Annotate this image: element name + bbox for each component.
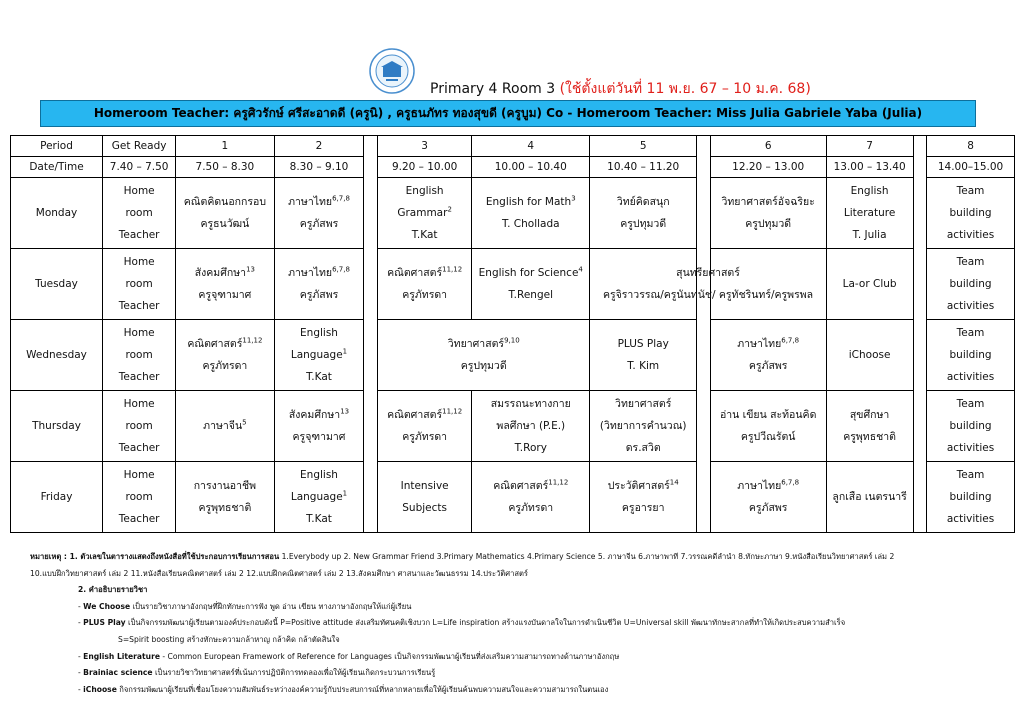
class-cell: สมรรถนะทางกาย พลศึกษา (P.E.) T.Rory	[472, 391, 590, 462]
activity-cell: Team building activities	[927, 462, 1015, 533]
class-cell: คณิตคิดนอกกรอบ ครูธนวัฒน์	[176, 178, 274, 249]
class-cell: PLUS Play T. Kim	[590, 320, 697, 391]
activity-cell: Team building activities	[927, 320, 1015, 391]
class-cell: English for Science$^4$ T.Rengel	[472, 249, 590, 320]
desc-item: - We Choose เป็นรายวิชาภาษาอังกฤษที่ฝึกทักษะการฟัง พูด อ่าน เขียน ทางภาษาอังกฤษให้แก่ผู้เรียน	[78, 601, 412, 611]
period-cell: 8	[927, 136, 1015, 157]
row-thursday	[11, 391, 1015, 462]
period-cell: 5	[590, 136, 697, 157]
time-cell: 9.20 – 10.00	[378, 157, 472, 178]
class-cell: ภาษาจีน$^5$	[176, 391, 274, 462]
class-cell: คณิตศาสตร์$^{11,12}$ ครูภัทรดา	[472, 462, 590, 533]
desc-item: - PLUS Play เป็นกิจกรรมพัฒนาผู้เรียนตามองค์ประกอบดังนี้ P=Positive attitude ส่งเสริมทัศนคติเชิงบวก L=Life inspiration สร้างแรงบันดาลใจในการดำเนินชีวิต U=Universal skill พัฒนาทักษะสากลที่ทำให้เกิดประสบความสำเร็จ	[78, 618, 846, 628]
class-cell: ภาษาไทย$^{6,7,8}$ ครูภัสพร	[274, 178, 364, 249]
day-label: Friday	[11, 462, 103, 533]
class-cell: สังคมศึกษา$^{13}$ ครูจุฑามาศ	[274, 391, 364, 462]
title-class: Primary 4 Room 3	[430, 81, 556, 97]
desc-heading: 2. คำอธิบายรายวิชา	[78, 585, 148, 595]
class-cell: English for Math$^3$ T. Chollada	[472, 178, 590, 249]
homeroom-banner: Homeroom Teacher: ครูศิวรักษ์ ศรีสะอาดดี (ครูนิ) , ครูธนภัทร ทองสุขดี (ครูบูม) Co - Homeroom Teacher: Miss Julia Gabriele Yaba (Julia)	[40, 100, 976, 127]
class-cell: คณิตศาสตร์$^{11,12}$ ครูภัทรดา	[176, 320, 274, 391]
period-cell: 3	[378, 136, 472, 157]
class-cell: ภาษาไทย$^{6,7,8}$ ครูภัสพร	[710, 320, 826, 391]
class-cell: ภาษาไทย$^{6,7,8}$ ครูภัสพร	[710, 462, 826, 533]
period-cell: 2	[274, 136, 364, 157]
class-cell: สุนทรียศาสตร์ ครูจิราวรรณ/ครูนันทนัช/ ครูทัชรินทร์/ครูพรพล	[590, 249, 826, 320]
desc-item: - English Literature - Common European Framework of Reference for Languages เป็นกิจกรรมพัฒนาผู้เรียนที่ส่งเสริมความสามารถทางด้านภาษาอังกฤษ	[78, 651, 620, 661]
homeroom-cell: Home room Teacher	[103, 391, 176, 462]
time-row	[11, 157, 1015, 178]
page-title	[430, 78, 811, 100]
class-cell: iChoose	[826, 320, 913, 391]
break-column	[913, 136, 927, 533]
homeroom-cell: Home room Teacher	[103, 178, 176, 249]
time-cell: 10.40 – 11.20	[590, 157, 697, 178]
class-cell: วิทยาศาสตร์$^{9,10}$ ครูปทุมวดี	[378, 320, 590, 391]
class-cell: English Language$^1$ T.Kat	[274, 320, 364, 391]
period-cell: 4	[472, 136, 590, 157]
row-monday	[11, 178, 1015, 249]
period-cell: 7	[826, 136, 913, 157]
class-cell: สังคมศึกษา$^{13}$ ครูจุฑามาศ	[176, 249, 274, 320]
time-cell: 8.30 – 9.10	[274, 157, 364, 178]
class-cell: วิทยาศาสตร์ (วิทยาการคำนวณ) ดร.สวิต	[590, 391, 697, 462]
day-label: Wednesday	[11, 320, 103, 391]
row-friday	[11, 462, 1015, 533]
homeroom-cell: Home room Teacher	[103, 249, 176, 320]
class-cell: คณิตศาสตร์$^{11,12}$ ครูภัทรดา	[378, 391, 472, 462]
homeroom-cell: Home room Teacher	[103, 320, 176, 391]
desc-item: - Brainiac science เป็นรายวิชาวิทยาศาสตร์ที่เน้นการปฏิบัติการทดลองเพื่อให้ผู้เรียนเกิดกระบวนการเรียนรู้	[78, 668, 436, 678]
school-logo	[369, 48, 415, 94]
activity-cell: Team building activities	[927, 178, 1015, 249]
class-cell: ลูกเสือ เนตรนารี	[826, 462, 913, 533]
class-cell: วิทยาศาสตร์อัจฉริยะ ครูปทุมวดี	[710, 178, 826, 249]
class-cell: สุขศึกษา ครูพุทธชาติ	[826, 391, 913, 462]
period-row	[11, 136, 1015, 157]
day-label: Thursday	[11, 391, 103, 462]
desc-item: - iChoose กิจกรรมพัฒนาผู้เรียนที่เชื่อมโยงความสัมพันธ์ระหว่างองค์ความรู้กับประสบการณ์ที่หลากหลายเพื่อให้ผู้เรียนค้นพบความสนใจและความสามารถในตนเอง	[78, 684, 609, 694]
class-cell: English Language$^1$ T.Kat	[274, 462, 364, 533]
row-wednesday	[11, 320, 1015, 391]
class-cell: ภาษาไทย$^{6,7,8}$ ครูภัสพร	[274, 249, 364, 320]
row-tuesday	[11, 249, 1015, 320]
homeroom-cell: Home room Teacher	[103, 462, 176, 533]
remark-line: 10.แบบฝึกวิทยาศาสตร์ เล่ม 2 11.หนังสือเรียนคณิตศาสตร์ เล่ม 2 12.แบบฝึกคณิตศาสตร์ เล่ม 2 13.สังคมศึกษา ศาสนาและวัฒนธรรม 14.ประวัติศาสตร์	[30, 568, 528, 578]
time-cell: 7.40 – 7.50	[103, 157, 176, 178]
period-cell: 6	[710, 136, 826, 157]
time-cell: 10.00 – 10.40	[472, 157, 590, 178]
time-cell: 14.00–15.00	[927, 157, 1015, 178]
class-cell: อ่าน เขียน สะท้อนคิด ครูปวีณรัตน์	[710, 391, 826, 462]
lunch-column	[697, 136, 711, 533]
class-cell: La-or Club	[826, 249, 913, 320]
class-cell: English Literature T. Julia	[826, 178, 913, 249]
notes-section	[30, 549, 1015, 698]
class-cell: การงานอาชีพ ครูพุทธชาติ	[176, 462, 274, 533]
time-cell: 12.20 – 13.00	[710, 157, 826, 178]
day-label: Monday	[11, 178, 103, 249]
title-date: (ใช้ตั้งแต่วันที่ 11 พ.ย. 67 – 10 ม.ค. 68)	[559, 81, 811, 97]
timetable	[10, 135, 1015, 533]
class-cell: วิทย์คิดสนุก ครูปทุมวดี	[590, 178, 697, 249]
activity-cell: Team building activities	[927, 249, 1015, 320]
class-cell: Intensive Subjects	[378, 462, 472, 533]
remark-line: หมายเหตุ : 1. ตัวเลขในตารางแสดงถึงหนังสือที่ใช้ประกอบการเรียนการสอน 1.Everybody up 2. New Grammar Friend 3.Primary Mathematics 4.Primary Science 5. ภาษาจีน 6.ภาษาพาที 7.วรรณคดีลำนำ 8.ทักษะภาษา 9.หนังสือเรียนวิทยาศาสตร์ เล่ม 2	[30, 552, 895, 561]
datetime-label: Date/Time	[11, 157, 103, 178]
time-cell: 13.00 – 13.40	[826, 157, 913, 178]
class-cell: ประวัติศาสตร์$^{14}$ ครูอารยา	[590, 462, 697, 533]
period-cell: 1	[176, 136, 274, 157]
desc-item-cont: S=Spirit boosting สร้างทักษะความกล้าหาญ กล้าคิด กล้าตัดสินใจ	[118, 634, 340, 644]
time-cell: 7.50 – 8.30	[176, 157, 274, 178]
day-label: Tuesday	[11, 249, 103, 320]
class-cell: คณิตศาสตร์$^{11,12}$ ครูภัทรดา	[378, 249, 472, 320]
period-label: Period	[11, 136, 103, 157]
activity-cell: Team building activities	[927, 391, 1015, 462]
break-column	[364, 136, 378, 533]
period-cell: Get Ready	[103, 136, 176, 157]
class-cell: English Grammar$^2$ T.Kat	[378, 178, 472, 249]
